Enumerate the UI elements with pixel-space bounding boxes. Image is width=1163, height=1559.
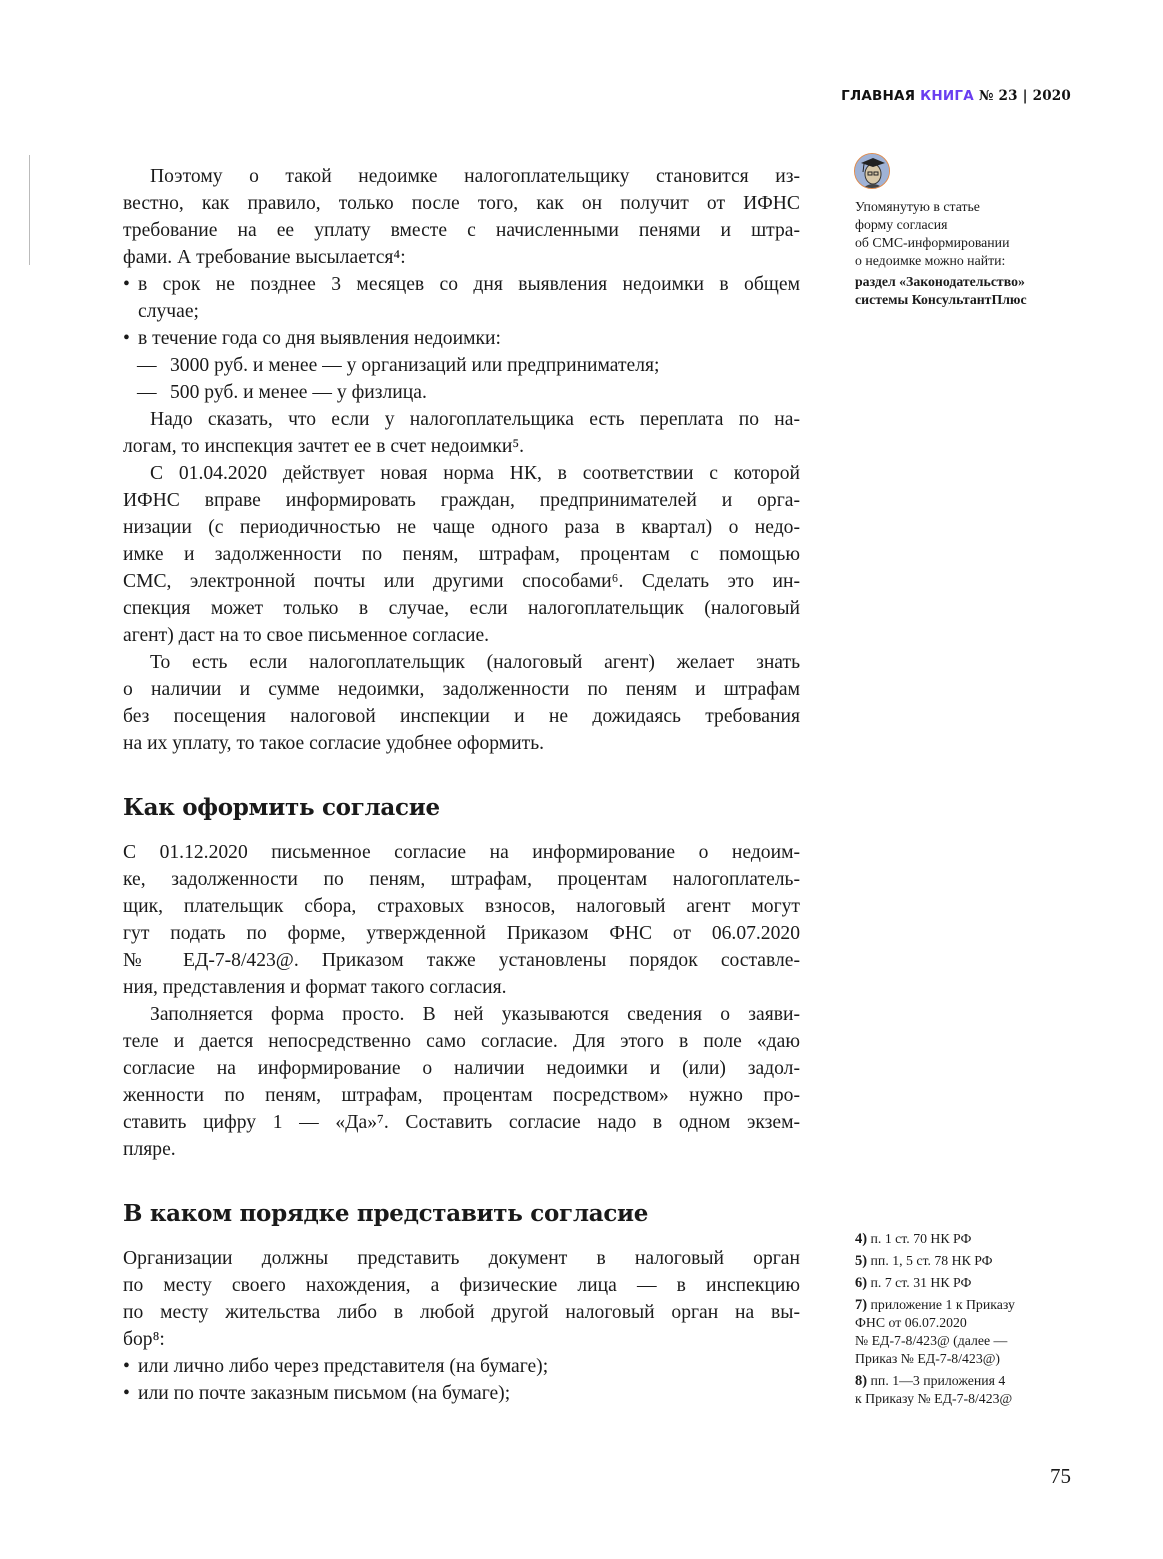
note-source-line: раздел «Законодательство» [855,274,1025,289]
text-line: вестно, как правило, только после того, как он получит от ИФНС [123,193,800,214]
bullet-item [123,271,800,325]
text-line: щик, плательщик сбора, страховых взносов, налоговый агент могут [123,896,800,917]
note-line: форму согласия [855,217,948,232]
footnote [855,1230,1085,1248]
brand-name: ГЛАВНАЯ [841,88,916,104]
text-line: спекция может только в случае, если налогоплательщик (налоговый [123,598,800,619]
article-body [123,163,800,1407]
footnote [855,1372,1085,1408]
text-line: по месту жительства либо в любой другой налоговый орган на вы- [123,1302,800,1323]
footnote-text: к Приказу № ЕД-7-8/423@ [855,1391,1013,1406]
text-line: женности по пеням, штрафам, процентам посредством» нужно про- [123,1085,800,1106]
running-header [841,88,1071,104]
footnote-text: ФНС от 06.07.2020 [855,1315,967,1330]
dash-item [123,352,800,379]
text-line: гут подать по форме, утвержденной Приказом ФНС от 06.07.2020 [123,923,800,944]
paragraph [123,1245,800,1353]
footnote-number: 4) [855,1231,868,1247]
footnote-number: 7) [855,1297,868,1313]
footnote-line [855,1372,1085,1390]
footnote-line [855,1296,1085,1314]
paragraph [123,649,800,757]
text-line: • или лично либо через представителя (на бумаге); [123,1353,800,1380]
paragraph [123,163,800,271]
footnote-line [855,1350,1085,1368]
bullet-item [123,1380,800,1407]
text-line: фами. А требование высылается⁴: [123,247,406,268]
text-line: ИФНС вправе информировать граждан, предпринимателей и орга- [123,490,800,511]
text-line: низации (с периодичностью не чаще одного раза в квартал) о недо- [123,517,800,538]
footnote-text: приложение 1 к Приказу [870,1297,1015,1312]
footnote-text: № ЕД-7-8/423@ (далее — [855,1333,1008,1348]
dash-item [123,379,800,406]
text-line: • в срок не позднее 3 месяцев со дня выявления недоимки в общем [123,271,800,298]
paragraph [123,1001,800,1163]
footnote [855,1296,1085,1368]
text-line: Организации должны представить документ в налоговый орган [123,1248,800,1269]
text-line: • в течение года со дня выявления недоимки: [123,325,800,352]
text-line: С 01.04.2020 действует новая норма НК, в соответствии с которой [150,463,800,484]
text-line: бор⁸: [123,1329,165,1350]
text-line: на их уплату, то такое согласие удобнее оформить. [123,733,545,754]
note-line: Упомянутую в статье [855,199,980,214]
text-line: пляре. [123,1139,176,1160]
footnote-text: пп. 1—3 приложения 4 [870,1373,1006,1388]
bullet-item [123,1353,800,1380]
section-heading: Как оформить согласие [123,794,440,821]
bullet-item [123,325,800,352]
page-number: 75 [1050,1464,1071,1488]
text-line: агент) даст на то свое письменное согласие. [123,625,490,646]
text-line: без посещения налоговой инспекции и не дожидаясь требования [123,706,800,727]
text-line: имке и задолженности по пеням, штрафам, процентам с помощью [123,544,800,565]
text-line: логам, то инспекция зачтет ее в счет недоимки⁵. [123,436,525,457]
footnote-line [855,1314,1085,1332]
footnote-line [855,1390,1085,1408]
professor-avatar-icon [854,153,890,189]
margin-rule [29,155,30,265]
footnote-text: п. 1 ст. 70 НК РФ [870,1231,972,1246]
text-line: С 01.12.2020 письменное согласие на информирование о недоим- [123,842,800,863]
sidebar-note [855,198,1085,309]
footnote-line [855,1332,1085,1350]
brand-name-accent: КНИГА [920,88,974,104]
text-line: Надо сказать, что если у налогоплательщика есть переплата по на- [150,409,800,430]
paragraph [123,406,800,460]
text-line: требование на ее уплату вместе с начисленными пенями и штра- [123,220,800,241]
text-line: о наличии и сумме недоимки, задолженности по пеням и штрафам [123,679,800,700]
footnote-number: 6) [855,1275,868,1291]
footnote [855,1252,1085,1270]
note-line: об СМС-информировании [855,235,1010,250]
text-line: ставить цифру 1 — «Да»⁷. Составить согласие надо в одном экзем- [123,1112,800,1133]
text-line: • или по почте заказным письмом (на бумаге); [123,1380,800,1407]
footnote-number: 5) [855,1253,868,1269]
footnotes [855,1230,1085,1412]
note-line: о недоимке можно найти: [855,253,1006,268]
paragraph [123,460,800,649]
footnote-line [855,1252,1085,1270]
text-line: СМС, электронной почты или другими способами⁶. Сделать это ин- [123,571,800,592]
text-line: случае; [138,301,199,322]
note-source-line: системы КонсультантПлюс [855,292,1027,307]
text-line: — 500 руб. и менее — у физлица. [123,379,800,406]
footnote-text: Приказ № ЕД-7-8/423@) [855,1351,1001,1366]
issue-number: № 23 | 2020 [978,88,1071,104]
text-line: — 3000 руб. и менее — у организаций или предпринимателя; [123,352,800,379]
text-line: № ЕД-7-8/423@. Приказом также установлены порядок составле- [123,950,800,971]
text-line: Поэтому о такой недоимке налогоплательщику становится из- [150,166,800,187]
text-line: ке, задолженности по пеням, штрафам, процентам налогоплатель- [123,869,800,890]
footnote-text: п. 7 ст. 31 НК РФ [870,1275,972,1290]
paragraph [123,839,800,1001]
footnote-text: пп. 1, 5 ст. 78 НК РФ [870,1253,993,1268]
text-line: ния, представления и формат такого согласия. [123,977,507,998]
text-line: Заполняется форма просто. В ней указываются сведения о заяви- [150,1004,800,1025]
footnote [855,1274,1085,1292]
text-line: по месту своего нахождения, а физические лица — в инспекцию [123,1275,800,1296]
footnote-number: 8) [855,1373,868,1389]
text-line: согласие на информирование о наличии недоимки и (или) задол- [123,1058,800,1079]
text-line: теле и дается непосредственно само согласие. Для этого в поле «даю [123,1031,800,1052]
footnote-line [855,1274,1085,1292]
text-line: То есть если налогоплательщик (налоговый агент) желает знать [150,652,800,673]
footnote-line [855,1230,1085,1248]
section-heading: В каком порядке представить согласие [123,1200,649,1227]
